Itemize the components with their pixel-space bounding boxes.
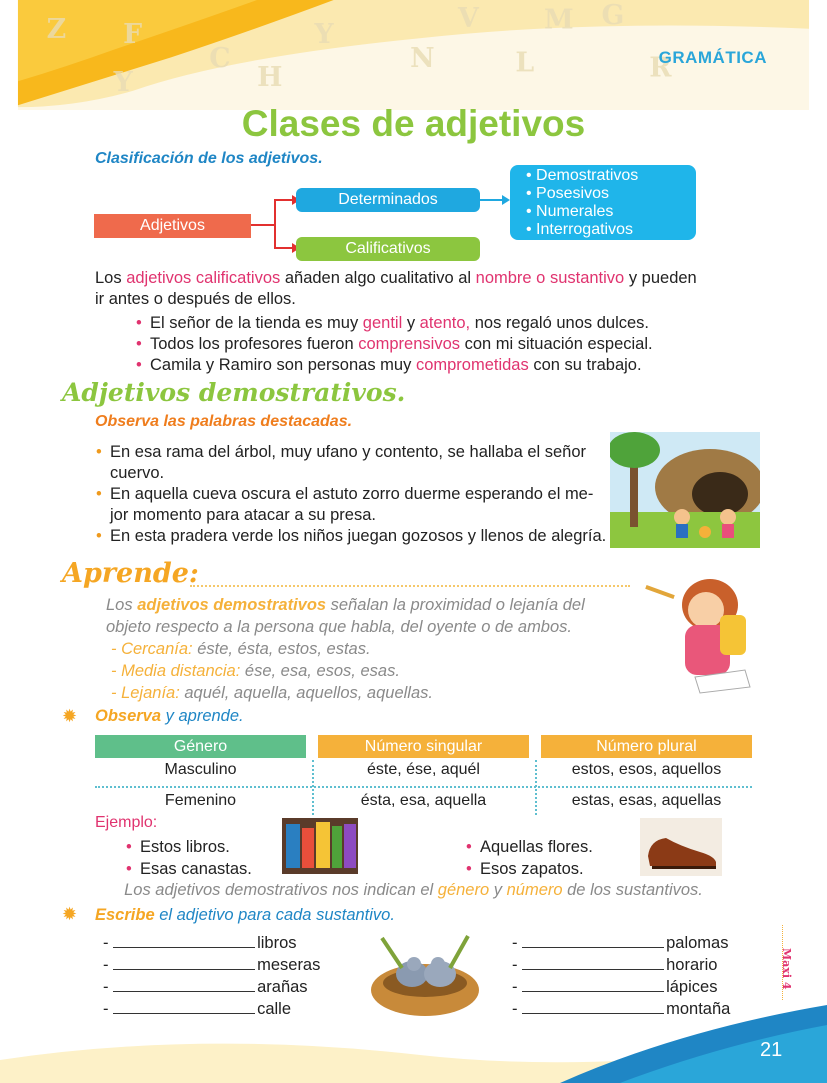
side-label: Maxi 4 [780,948,793,990]
type-item: • Posesivos [526,185,609,202]
list-item: • Esas canastas. [140,858,252,880]
list-item: • Todos los profesores fueron comprensivos con mi situación especial. [150,334,750,355]
svg-text:R: R [649,52,672,84]
calificativos-box: Calificativos [296,237,480,261]
list-item: • Esos zapatos. [480,858,593,880]
examples-right [480,836,593,880]
exercise-row: - palomas [512,934,729,952]
list-item: • En esa rama del árbol, muy ufano y contento, se hallaba el señor cuervo. [110,442,615,484]
svg-text:H: H [257,62,283,94]
ejemplo-label: Ejemplo: [95,814,158,831]
table-cell: estas, esas, aquellas [571,792,722,809]
observa-heading: Observa y aprende. [95,707,244,725]
svg-text:Z: Z [46,14,67,46]
adjetivos-box: Adjetivos [94,214,251,238]
aprende-text: Los adjetivos demostrativos señalan la proximidad o lejanía del objeto respecto a la persona que habla, del oyente o de ambos. - Cercanía: éste, ésta, estos, estas. - Media distancia: ése, esa, esos, esas. - Lejanía: aquél, aquella, aquellos, aquellas. [106,596,585,702]
table-cell: ésta, esa, aquella [360,792,487,809]
sun-icon: ✹ [62,904,78,924]
svg-text:Y: Y [113,66,133,98]
determinados-box: Determinados [296,188,480,212]
table-cell: Masculino [164,761,237,778]
list-item: • Estos libros. [140,836,252,858]
page-title: Clases de adjetivos [241,103,586,144]
footer-wave [0,1000,827,1083]
exercise-row: - arañas [103,978,308,996]
svg-text:G: G [601,0,625,31]
svg-text:F: F [123,19,143,51]
reading-girl-illustration [640,565,755,695]
table-header-singular: Número singular [318,735,529,758]
answer-blank[interactable] [522,933,664,948]
exercise-row: - libros [103,934,297,952]
answer-blank[interactable] [113,977,255,992]
exercise-row: - montaña [512,1000,731,1018]
classification-heading: Clasificación de los adjetivos. [95,150,323,167]
sun-icon: ✹ [62,706,78,726]
type-item: • Demostrativos [526,167,639,184]
svg-text:C: C [209,42,231,74]
svg-text:L: L [515,47,535,79]
exercise-row: - meseras [103,956,321,974]
section-label: GRAMÁTICA [658,48,767,67]
shoes-image [640,818,722,876]
answer-blank[interactable] [522,955,664,970]
determinados-types-box [510,165,696,240]
demostrativos-heading: Adjetivos demostrativos. [62,378,406,407]
examples-left [140,836,252,880]
table-header-genero: Género [95,735,306,758]
list-item: • En esta pradera verde los niños juegan gozosos y llenos de alegría. [110,526,615,547]
answer-blank[interactable] [113,933,255,948]
table-header-plural: Número plural [541,735,752,758]
demostrativos-list [110,442,615,547]
list-item: • El señor de la tienda es muy gentil y atento, nos regaló unos dulces. [150,313,750,334]
escribe-heading: Escribe el adjetivo para cada sustantivo. [95,906,395,924]
books-image [282,818,358,874]
exercise-row: - horario [512,956,718,974]
exercise-row: - lápices [512,978,718,996]
svg-text:N: N [410,42,435,74]
type-item: • Numerales [526,203,614,220]
observa-note: Los adjetivos demostrativos nos indican el género y número de los sustantivos. [124,881,703,899]
observe-instruction: Observa las palabras destacadas. [95,413,353,430]
answer-blank[interactable] [113,955,255,970]
svg-text:Y: Y [314,19,334,51]
table-divider [95,786,752,788]
type-item: • Interrogativos [526,221,633,238]
svg-text:V: V [457,2,479,34]
intro-paragraph: Los adjetivos calificativos añaden algo cualitativo al nombre o sustantivo y pueden ir antes o después de ellos. [95,269,697,308]
intro-examples [150,313,750,376]
list-item: • En aquella cueva oscura el astuto zorro duerme esperando el me- jor momento para atacar a su presa. [110,484,615,526]
page-number: 21 [760,1039,783,1061]
aprende-heading: Aprende: [62,558,199,589]
svg-text:M: M [544,4,574,36]
answer-blank[interactable] [522,977,664,992]
table-cell: estos, esos, aquellos [571,761,722,778]
table-cell: Femenino [164,792,237,809]
list-item: • Camila y Ramiro son personas muy comprometidas con su trabajo. [150,355,750,376]
dotted-divider [190,585,630,587]
list-item: • Aquellas flores. [480,836,593,858]
table-cell: éste, ése, aquél [367,761,480,778]
park-illustration [610,432,760,548]
exercise-row: - calle [103,1000,292,1018]
